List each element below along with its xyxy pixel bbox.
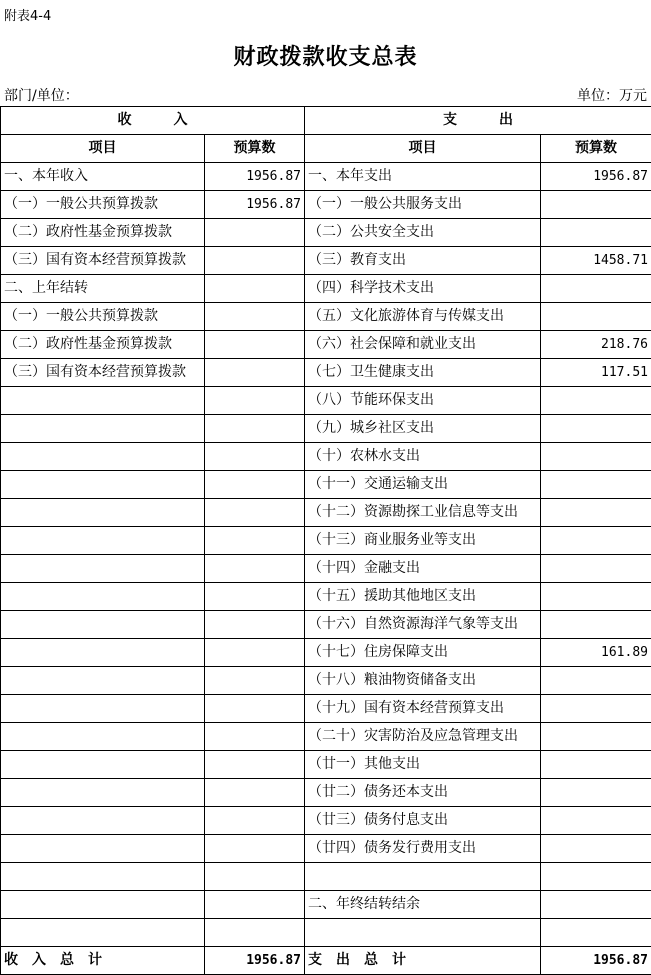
income-value-cell — [205, 863, 305, 891]
expense-value-cell — [541, 835, 651, 863]
income-item-cell — [1, 779, 205, 807]
income-total-label: 收 入 总 计 — [1, 947, 205, 975]
expense-value-cell — [541, 751, 651, 779]
income-item-cell — [1, 583, 205, 611]
table-row — [1, 527, 651, 555]
income-value-cell — [205, 219, 305, 247]
expense-item-cell: （四）科学技术支出 — [305, 275, 541, 303]
expense-value-cell — [541, 191, 651, 219]
table-row — [1, 471, 651, 499]
expense-total-label: 支 出 总 计 — [305, 947, 541, 975]
expense-item-cell: （二）公共安全支出 — [305, 219, 541, 247]
income-item-cell — [1, 387, 205, 415]
expense-total-value: 1956.87 — [541, 947, 651, 975]
table-row — [1, 723, 651, 751]
expense-item-header: 项目 — [305, 135, 541, 163]
income-value-cell — [205, 275, 305, 303]
income-value-cell — [205, 331, 305, 359]
expense-value-cell — [541, 807, 651, 835]
expense-item-cell: （廿三）债务付息支出 — [305, 807, 541, 835]
table-row — [1, 219, 651, 247]
expense-value-cell — [541, 919, 651, 947]
expense-item-cell: （十五）援助其他地区支出 — [305, 583, 541, 611]
expense-value-cell — [541, 527, 651, 555]
income-item-cell: （一）一般公共预算拨款 — [1, 191, 205, 219]
income-item-cell — [1, 443, 205, 471]
income-header: 收 入 — [1, 107, 305, 135]
table-row — [1, 835, 651, 863]
table-row — [1, 695, 651, 723]
table-row — [1, 387, 651, 415]
expense-value-cell — [541, 667, 651, 695]
table-row — [1, 667, 651, 695]
expense-value-cell — [541, 863, 651, 891]
expense-item-cell: （三）教育支出 — [305, 247, 541, 275]
income-item-cell — [1, 499, 205, 527]
expense-item-cell: （十六）自然资源海洋气象等支出 — [305, 611, 541, 639]
expense-value-cell — [541, 555, 651, 583]
expense-item-cell: （廿四）债务发行费用支出 — [305, 835, 541, 863]
income-value-cell — [205, 779, 305, 807]
income-value-cell — [205, 415, 305, 443]
expense-item-cell: （七）卫生健康支出 — [305, 359, 541, 387]
income-value-cell — [205, 359, 305, 387]
section-header-row — [1, 107, 651, 135]
income-item-cell: （二）政府性基金预算拨款 — [1, 219, 205, 247]
income-item-cell — [1, 863, 205, 891]
expense-item-cell: （廿二）债务还本支出 — [305, 779, 541, 807]
expense-value-cell — [541, 583, 651, 611]
income-value-cell — [205, 919, 305, 947]
expense-value-cell: 1956.87 — [541, 163, 651, 191]
income-item-cell: （三）国有资本经营预算拨款 — [1, 359, 205, 387]
page-title: 财政拨款收支总表 — [233, 44, 418, 70]
expense-item-cell — [305, 863, 541, 891]
income-value-cell: 1956.87 — [205, 191, 305, 219]
expense-item-cell: （十二）资源勘探工业信息等支出 — [305, 499, 541, 527]
income-item-cell — [1, 611, 205, 639]
income-item-cell — [1, 835, 205, 863]
income-budget-header: 预算数 — [205, 135, 305, 163]
expense-value-cell — [541, 303, 651, 331]
table-row — [1, 359, 651, 387]
income-item-cell: （二）政府性基金预算拨款 — [1, 331, 205, 359]
expense-item-cell — [305, 919, 541, 947]
income-value-cell — [205, 611, 305, 639]
table-row — [1, 555, 651, 583]
expense-value-cell — [541, 723, 651, 751]
table-row — [1, 499, 651, 527]
unit-label: 单位：万元 — [577, 88, 647, 104]
expense-item-cell: （十九）国有资本经营预算支出 — [305, 695, 541, 723]
expense-value-cell — [541, 387, 651, 415]
table-row — [1, 779, 651, 807]
income-item-cell: （三）国有资本经营预算拨款 — [1, 247, 205, 275]
table-row — [1, 331, 651, 359]
table-row — [1, 415, 651, 443]
income-item-cell — [1, 891, 205, 919]
table-row — [1, 863, 651, 891]
income-item-header: 项目 — [1, 135, 205, 163]
income-item-cell — [1, 667, 205, 695]
expense-item-cell: （廿一）其他支出 — [305, 751, 541, 779]
column-header-row — [1, 135, 651, 163]
income-value-cell — [205, 555, 305, 583]
table-row — [1, 919, 651, 947]
expense-item-cell: （六）社会保障和就业支出 — [305, 331, 541, 359]
table-row — [1, 751, 651, 779]
expense-item-cell: 二、年终结转结余 — [305, 891, 541, 919]
income-value-cell — [205, 807, 305, 835]
expense-value-cell — [541, 891, 651, 919]
table-row — [1, 247, 651, 275]
income-value-cell — [205, 667, 305, 695]
expense-value-cell — [541, 499, 651, 527]
income-value-cell — [205, 443, 305, 471]
appendix-label: 附表4-4 — [4, 9, 52, 24]
budget-table — [0, 106, 651, 975]
income-value-cell — [205, 387, 305, 415]
expense-item-cell: （二十）灾害防治及应急管理支出 — [305, 723, 541, 751]
expense-item-cell: 一、本年支出 — [305, 163, 541, 191]
expense-value-cell — [541, 415, 651, 443]
income-value-cell — [205, 527, 305, 555]
expense-item-cell: （十八）粮油物资储备支出 — [305, 667, 541, 695]
table-row — [1, 891, 651, 919]
income-value-cell — [205, 751, 305, 779]
table-row — [1, 583, 651, 611]
income-value-cell: 1956.87 — [205, 163, 305, 191]
expense-value-cell — [541, 275, 651, 303]
expense-value-cell: 1458.71 — [541, 247, 651, 275]
expense-value-cell — [541, 219, 651, 247]
expense-value-cell — [541, 779, 651, 807]
expense-item-cell: （十四）金融支出 — [305, 555, 541, 583]
table-row — [1, 163, 651, 191]
total-row — [1, 947, 651, 975]
income-value-cell — [205, 303, 305, 331]
income-item-cell — [1, 415, 205, 443]
income-value-cell — [205, 499, 305, 527]
income-item-cell: 一、本年收入 — [1, 163, 205, 191]
income-item-cell — [1, 695, 205, 723]
expense-header: 支 出 — [305, 107, 651, 135]
income-item-cell: （一）一般公共预算拨款 — [1, 303, 205, 331]
expense-value-cell: 161.89 — [541, 639, 651, 667]
income-item-cell — [1, 723, 205, 751]
expense-item-cell: （九）城乡社区支出 — [305, 415, 541, 443]
expense-item-cell: （十七）住房保障支出 — [305, 639, 541, 667]
table-row — [1, 275, 651, 303]
expense-item-cell: （五）文化旅游体育与传媒支出 — [305, 303, 541, 331]
income-item-cell — [1, 639, 205, 667]
expense-budget-header: 预算数 — [541, 135, 651, 163]
income-item-cell — [1, 919, 205, 947]
department-label: 部门/单位： — [4, 88, 79, 104]
income-item-cell — [1, 471, 205, 499]
table-row — [1, 807, 651, 835]
expense-item-cell: （十一）交通运输支出 — [305, 471, 541, 499]
expense-item-cell: （八）节能环保支出 — [305, 387, 541, 415]
expense-value-cell — [541, 611, 651, 639]
table-row — [1, 191, 651, 219]
income-item-cell — [1, 751, 205, 779]
income-total-value: 1956.87 — [205, 947, 305, 975]
expense-value-cell — [541, 695, 651, 723]
income-value-cell — [205, 891, 305, 919]
income-value-cell — [205, 583, 305, 611]
income-value-cell — [205, 639, 305, 667]
expense-value-cell — [541, 471, 651, 499]
expense-value-cell: 117.51 — [541, 359, 651, 387]
expense-item-cell: （十三）商业服务业等支出 — [305, 527, 541, 555]
income-item-cell — [1, 807, 205, 835]
table-row — [1, 303, 651, 331]
income-value-cell — [205, 695, 305, 723]
table-body — [1, 163, 651, 947]
income-value-cell — [205, 723, 305, 751]
table-row — [1, 443, 651, 471]
income-value-cell — [205, 835, 305, 863]
income-item-cell — [1, 527, 205, 555]
income-value-cell — [205, 247, 305, 275]
expense-item-cell: （十）农林水支出 — [305, 443, 541, 471]
expense-value-cell: 218.76 — [541, 331, 651, 359]
expense-item-cell: （一）一般公共服务支出 — [305, 191, 541, 219]
income-item-cell: 二、上年结转 — [1, 275, 205, 303]
table-row — [1, 611, 651, 639]
expense-value-cell — [541, 443, 651, 471]
table-row — [1, 639, 651, 667]
income-value-cell — [205, 471, 305, 499]
income-item-cell — [1, 555, 205, 583]
